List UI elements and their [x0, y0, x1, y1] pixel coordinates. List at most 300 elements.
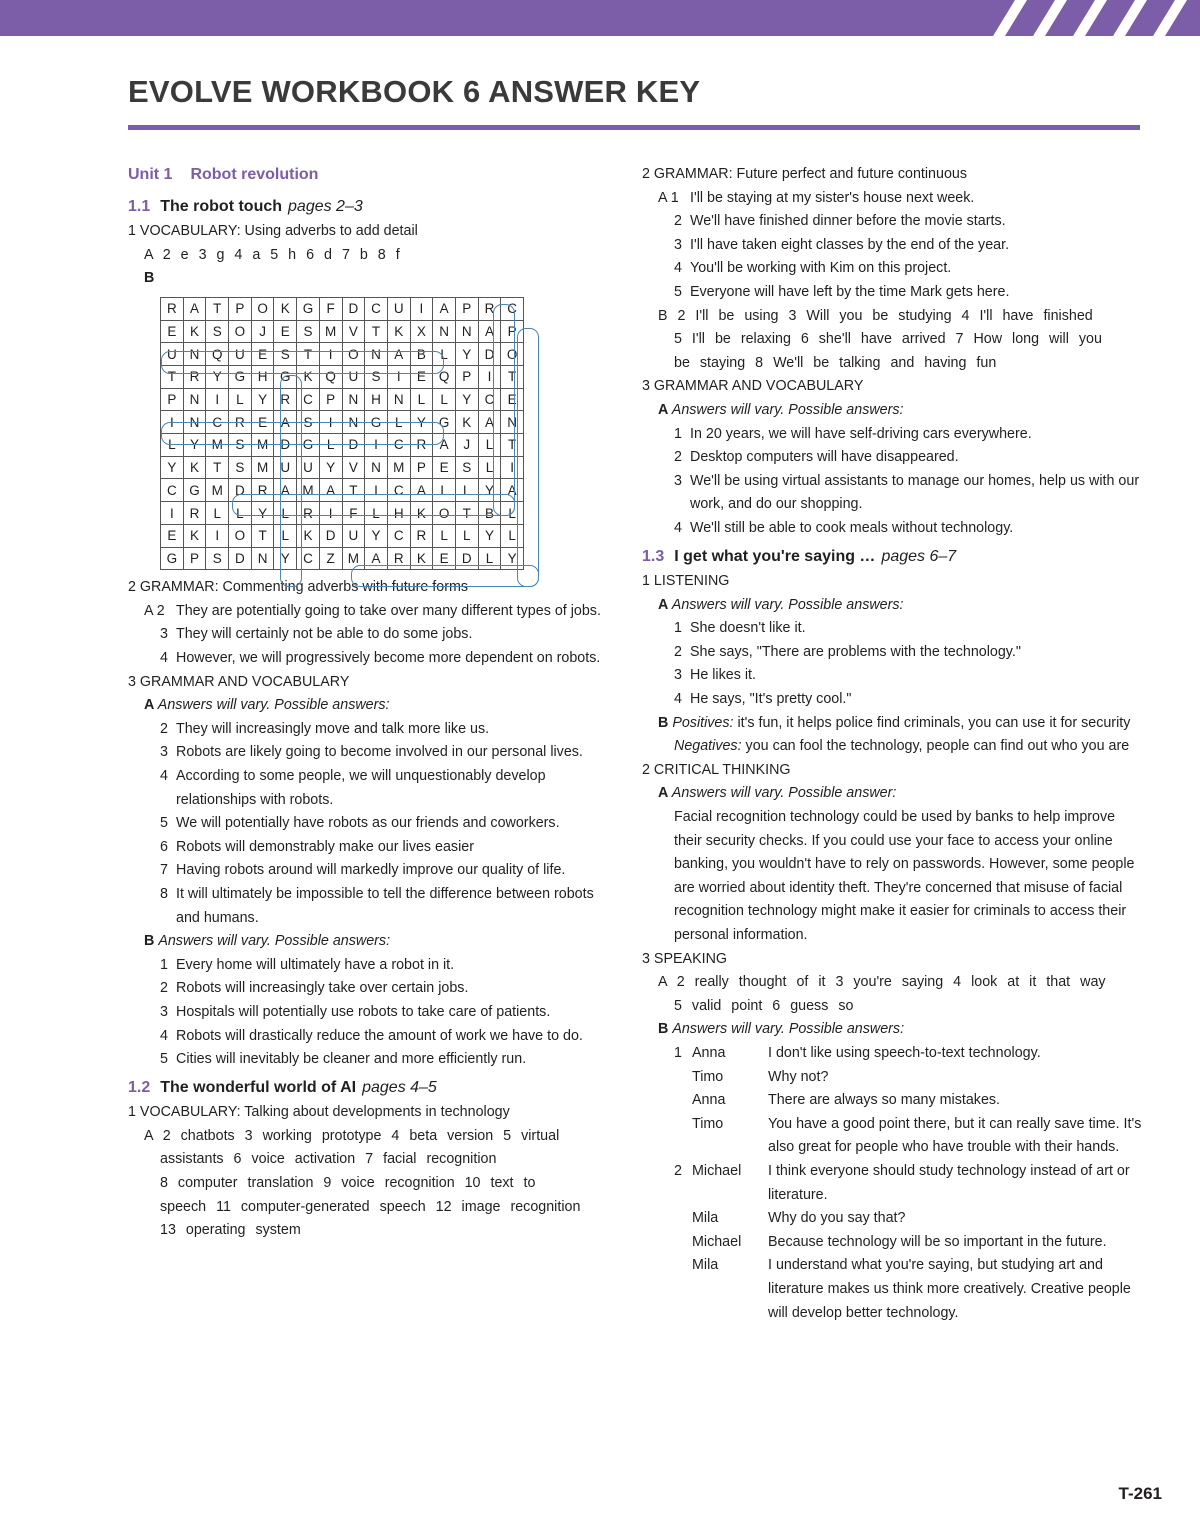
grid-cell: L	[478, 547, 501, 570]
grid-cell: S	[206, 547, 229, 570]
section-number: 1.2	[128, 1078, 151, 1096]
negatives-line	[658, 735, 1142, 759]
grid-cell: S	[455, 456, 478, 479]
answer-number: 4	[160, 650, 168, 666]
grid-cell: U	[342, 366, 365, 389]
grid-row	[161, 366, 524, 389]
grid-cell: I	[478, 366, 501, 389]
grid-cell: Y	[501, 547, 524, 570]
grid-cell: T	[297, 343, 320, 366]
answer-item	[642, 210, 1142, 234]
answer-item	[128, 812, 618, 836]
section-number: 1.3	[642, 547, 665, 565]
grid-cell: D	[274, 434, 297, 457]
grid-cell: M	[387, 456, 410, 479]
negatives-label: Negatives:	[674, 738, 742, 755]
grid-cell: A	[433, 434, 456, 457]
answer-number: 3	[160, 1003, 168, 1020]
grid-cell: G	[433, 411, 456, 434]
answers-vary-note: Answers will vary. Possible answers:	[157, 697, 390, 714]
grid-cell: L	[455, 479, 478, 502]
answer-item	[128, 600, 618, 624]
answer-number: A 1	[658, 189, 679, 206]
grid-cell: P	[183, 547, 206, 570]
speaker-line: I think everyone should study technology instead of art or literature.	[768, 1162, 1130, 1203]
answer-text: Having robots around will markedly improve our quality of life.	[176, 862, 566, 879]
section-number: 1.1	[128, 197, 151, 215]
negatives-text: you can fool the technology, people can find out who you are	[745, 738, 1130, 755]
answers-vary-note: Answers will vary. Possible answers:	[672, 1021, 905, 1038]
grid-cell: C	[297, 547, 320, 570]
answer-number: 5	[160, 1051, 168, 1068]
grid-cell: P	[501, 320, 524, 343]
answer-item	[642, 517, 1142, 541]
grid-cell: N	[455, 320, 478, 343]
answer-item	[642, 664, 1142, 688]
grid-cell: Q	[433, 366, 456, 389]
grid-cell: A	[387, 343, 410, 366]
grid-cell: X	[410, 320, 433, 343]
grid-cell: L	[206, 502, 229, 525]
dialog-line	[674, 1254, 1142, 1325]
grid-cell: G	[365, 411, 388, 434]
grid-cell: K	[183, 456, 206, 479]
grid-cell: K	[297, 366, 320, 389]
grid-cell: L	[229, 502, 252, 525]
grid-cell: L	[433, 388, 456, 411]
answer-text: They will increasingly move and talk more like us.	[176, 720, 490, 737]
grid-row	[161, 547, 524, 570]
grid-row	[161, 411, 524, 434]
grid-cell: C	[387, 434, 410, 457]
grid-cell: K	[183, 320, 206, 343]
grid-cell: C	[297, 388, 320, 411]
grid-cell: D	[229, 547, 252, 570]
part-a: A Answers will vary. Possible answers:	[144, 697, 390, 714]
grid-cell: L	[161, 434, 184, 457]
grid-cell: P	[229, 297, 252, 320]
word-search	[128, 297, 608, 570]
section-pages: pages 2–3	[288, 197, 363, 215]
exercise-heading: 3 GRAMMAR AND VOCABULARY	[642, 378, 864, 395]
grid-cell: C	[365, 297, 388, 320]
grid-cell: Q	[206, 343, 229, 366]
critical-thinking-answer: Facial recognition technology could be used by banks to help improve their security checks. If you could use your face to access your online banking, you wouldn't have to rely on passwords. However, some people are worried about identity theft. They're concerned that misuse of facial recognition technology might make it easier for criminals to access their personal information.	[674, 809, 1135, 943]
grid-cell: A	[274, 411, 297, 434]
left-column	[128, 163, 618, 1243]
grid-cell: K	[455, 411, 478, 434]
grid-cell: N	[251, 547, 274, 570]
grid-cell: Y	[251, 502, 274, 525]
grid-cell: R	[387, 547, 410, 570]
speaker-name: Michael	[692, 1233, 742, 1250]
grid-cell: I	[410, 297, 433, 320]
grid-cell: E	[501, 388, 524, 411]
speaker-name: Anna	[692, 1044, 726, 1061]
grid-cell: Y	[183, 434, 206, 457]
grid-cell: S	[229, 434, 252, 457]
dialog-line	[674, 1042, 1142, 1066]
answer-text: He says, "It's pretty cool."	[690, 691, 852, 708]
grid-cell: T	[501, 366, 524, 389]
answer-text: Everyone will have left by the time Mark gets here.	[690, 283, 1010, 300]
grid-cell: Y	[206, 366, 229, 389]
speaker-line: I don't like using speech-to-text technology.	[768, 1044, 1041, 1061]
part-b: B Answers will vary. Possible answers:	[658, 1021, 905, 1038]
answer-item	[642, 234, 1142, 258]
grid-cell: O	[251, 297, 274, 320]
grid-row	[161, 502, 524, 525]
answer-text: Hospitals will potentially use robots to take care of patients.	[176, 1003, 551, 1020]
answer-item	[642, 641, 1142, 665]
grid-cell: H	[365, 388, 388, 411]
answer-item	[128, 741, 618, 765]
grid-cell: N	[365, 343, 388, 366]
grid-row	[161, 456, 524, 479]
answer-text: In 20 years, we will have self-driving cars everywhere.	[690, 425, 1032, 442]
speaker-line: There are always so many mistakes.	[768, 1092, 1001, 1109]
grid-cell: I	[387, 366, 410, 389]
grid-cell: R	[410, 524, 433, 547]
grid-cell: Y	[455, 388, 478, 411]
speaker-line: Because technology will be so important in the future.	[768, 1233, 1107, 1250]
answer-item	[128, 954, 618, 978]
grid-cell: Y	[251, 388, 274, 411]
grid-cell: L	[501, 502, 524, 525]
grid-cell: T	[206, 456, 229, 479]
grid-cell: M	[251, 434, 274, 457]
answer-text: We will potentially have robots as our friends and coworkers.	[176, 815, 560, 832]
part-b: B Answers will vary. Possible answers:	[144, 933, 391, 950]
grid-cell: E	[161, 524, 184, 547]
grid-cell: N	[183, 343, 206, 366]
grid-cell: P	[410, 456, 433, 479]
grid-cell: Y	[319, 456, 342, 479]
grid-cell: G	[274, 366, 297, 389]
grid-cell: U	[297, 456, 320, 479]
answer-text: Robots will demonstrably make our lives easier	[176, 838, 474, 855]
grid-cell: K	[274, 297, 297, 320]
grid-cell: C	[501, 297, 524, 320]
answer-text: She doesn't like it.	[690, 620, 806, 637]
answer-number: 2	[674, 449, 682, 466]
dialog-line	[674, 1160, 1142, 1207]
answer-line: 5 I'll be relaxing 6 she'll have arrived 7 How long will you	[674, 331, 1102, 348]
answer-line: B 2 I'll be using 3 Will you be studying 4 I'll have finished	[658, 307, 1093, 324]
answer-item	[642, 257, 1142, 281]
grid-row	[161, 297, 524, 320]
answer-item	[128, 859, 618, 883]
answer-text: Cities will inevitably be cleaner and more efficiently run.	[176, 1051, 527, 1068]
grid-cell: O	[342, 343, 365, 366]
answer-number: 2	[160, 720, 168, 737]
grid-cell: L	[433, 343, 456, 366]
answer-text: They are potentially going to take over many different types of jobs.	[176, 602, 601, 619]
answer-item	[642, 446, 1142, 470]
exercise-heading: 1 VOCABULARY: Using adverbs to add detail	[128, 223, 418, 240]
answer-text: We'll still be able to cook meals without technology.	[690, 519, 1014, 536]
grid-cell: C	[161, 479, 184, 502]
answer-line: be staying 8 We'll be talking and having fun	[674, 354, 997, 371]
grid-row	[161, 320, 524, 343]
grid-cell: I	[206, 388, 229, 411]
grid-cell: L	[319, 434, 342, 457]
exercise-heading: 2 CRITICAL THINKING	[642, 761, 791, 778]
answer-text: They will certainly not be able to do some jobs.	[176, 626, 473, 643]
grid-row	[161, 343, 524, 366]
speaker-line: Why do you say that?	[768, 1210, 906, 1227]
grid-cell: M	[342, 547, 365, 570]
section-heading-1-1	[128, 195, 618, 219]
grid-cell: M	[297, 479, 320, 502]
answer-list	[642, 617, 1142, 711]
grid-cell: B	[478, 502, 501, 525]
grid-cell: O	[229, 524, 252, 547]
answer-item	[128, 977, 618, 1001]
dialog-number	[674, 1066, 692, 1090]
grid-cell: R	[183, 502, 206, 525]
grid-cell: I	[501, 456, 524, 479]
answer-line: A 2 really thought of it 3 you're saying 4 look at it that way	[658, 974, 1106, 991]
grid-cell: M	[319, 320, 342, 343]
answer-number: A 2	[144, 602, 165, 619]
answer-number: 2	[674, 643, 682, 660]
answer-text: It will ultimately be impossible to tell the difference between robots and humans.	[176, 885, 594, 926]
answer-item	[128, 647, 618, 671]
part-a: A Answers will vary. Possible answer:	[658, 785, 897, 802]
grid-cell: D	[455, 547, 478, 570]
grid-cell: N	[183, 388, 206, 411]
grid-cell: D	[478, 343, 501, 366]
exercise-heading: 1 VOCABULARY: Talking about developments in technology	[128, 1104, 510, 1121]
section-title: The robot touch	[160, 197, 283, 215]
dialog-number: 2	[674, 1162, 682, 1179]
grid-cell: A	[365, 547, 388, 570]
answer-text: Robots will increasingly take over certain jobs.	[176, 980, 469, 997]
answer-text: You'll be working with Kim on this project.	[690, 260, 952, 277]
grid-cell: L	[274, 502, 297, 525]
grid-cell: R	[161, 297, 184, 320]
answer-list	[642, 423, 1142, 541]
grid-cell: M	[206, 434, 229, 457]
grid-cell: B	[410, 343, 433, 366]
answer-list	[642, 187, 1142, 305]
grid-cell: I	[365, 434, 388, 457]
dialog-line	[674, 1066, 1142, 1090]
grid-cell: T	[342, 479, 365, 502]
answer-number: 1	[674, 425, 682, 442]
part-a: A Answers will vary. Possible answers:	[658, 596, 904, 613]
answer-number: 4	[674, 260, 682, 277]
answer-number: 3	[674, 667, 682, 684]
answer-number: 2	[674, 213, 682, 230]
answer-number: 5	[674, 283, 682, 300]
dialog-2	[642, 1160, 1142, 1325]
answer-item	[128, 1001, 618, 1025]
grid-cell: N	[433, 320, 456, 343]
answer-item	[128, 836, 618, 860]
answer-text: However, we will progressively become more dependent on robots.	[176, 650, 601, 666]
grid-cell: I	[319, 502, 342, 525]
answers-vary-note: Answers will vary. Possible answers:	[671, 596, 904, 613]
dialog-line	[674, 1207, 1142, 1231]
grid-cell: A	[410, 479, 433, 502]
grid-cell: U	[342, 524, 365, 547]
grid-cell: L	[274, 524, 297, 547]
answer-text: We'll have finished dinner before the movie starts.	[690, 213, 1006, 230]
grid-cell: L	[410, 388, 433, 411]
grid-cell: N	[501, 411, 524, 434]
grid-cell: V	[342, 320, 365, 343]
answer-text: Desktop computers will have disappeared.	[690, 449, 959, 466]
grid-cell: D	[319, 524, 342, 547]
grid-cell: I	[319, 411, 342, 434]
grid-cell: L	[501, 524, 524, 547]
grid-cell: U	[274, 456, 297, 479]
grid-cell: Z	[319, 547, 342, 570]
grid-cell: Y	[478, 479, 501, 502]
answer-text: Every home will ultimately have a robot in it.	[176, 956, 455, 973]
grid-cell: K	[387, 320, 410, 343]
grid-cell: C	[387, 524, 410, 547]
grid-cell: G	[297, 434, 320, 457]
grid-cell: N	[387, 388, 410, 411]
grid-cell: G	[161, 547, 184, 570]
grid-cell: A	[478, 320, 501, 343]
speaker-line: Why not?	[768, 1068, 829, 1085]
answer-item	[642, 688, 1142, 712]
grid-cell: T	[251, 524, 274, 547]
answer-number: 3	[674, 472, 682, 489]
grid-cell: L	[478, 456, 501, 479]
grid-cell: O	[501, 343, 524, 366]
answers-vary-note: Answers will vary. Possible answer:	[671, 785, 897, 802]
grid-cell: Q	[319, 366, 342, 389]
grid-cell: R	[297, 502, 320, 525]
answer-number: 8	[160, 885, 168, 902]
title-rule	[128, 125, 1140, 130]
unit-heading	[128, 163, 618, 187]
grid-cell: R	[478, 297, 501, 320]
grid-cell: E	[251, 411, 274, 434]
dialog-line	[674, 1231, 1142, 1255]
unit-title: Robot revolution	[190, 166, 319, 183]
answers-vary-note: Answers will vary. Possible answers:	[158, 933, 391, 950]
answer-item	[128, 1048, 618, 1072]
grid-cell: D	[342, 297, 365, 320]
grid-cell: U	[229, 343, 252, 366]
grid-cell: N	[342, 411, 365, 434]
answer-number: 1	[160, 956, 168, 973]
dialog-number	[674, 1207, 692, 1231]
grid-cell: A	[183, 297, 206, 320]
answer-item	[642, 470, 1142, 517]
answer-list	[642, 305, 1142, 376]
grid-cell: L	[387, 411, 410, 434]
grid-cell: N	[342, 388, 365, 411]
answer-text: He likes it.	[690, 667, 756, 684]
grid-cell: I	[206, 524, 229, 547]
grid-cell: C	[478, 388, 501, 411]
grid-cell: F	[342, 502, 365, 525]
grid-cell: R	[251, 479, 274, 502]
grid-cell: C	[206, 411, 229, 434]
grid-cell: O	[433, 502, 456, 525]
dialog-1	[642, 1042, 1142, 1160]
speaker-name: Mila	[692, 1210, 719, 1227]
grid-cell: G	[183, 479, 206, 502]
grid-cell: S	[365, 366, 388, 389]
grid-cell: K	[183, 524, 206, 547]
answer-list	[128, 600, 618, 671]
grid-row	[161, 524, 524, 547]
grid-cell: Y	[365, 524, 388, 547]
grid-cell: Y	[161, 456, 184, 479]
answer-text: We'll be using virtual assistants to manage our homes, help us with our work, and do our shopping.	[690, 472, 1140, 513]
grid-cell: P	[319, 388, 342, 411]
header-bar	[0, 0, 1200, 36]
answer-number: 4	[674, 691, 682, 708]
grid-cell: A	[433, 297, 456, 320]
section-title: The wonderful world of AI	[160, 1078, 357, 1096]
answer-line: assistants 6 voice activation 7 facial recognition	[160, 1151, 497, 1168]
grid-cell: S	[206, 320, 229, 343]
answer-number: 2	[160, 980, 168, 997]
grid-cell: E	[410, 366, 433, 389]
grid-cell: R	[183, 366, 206, 389]
answer-item	[128, 765, 618, 812]
grid-cell: L	[455, 524, 478, 547]
part-b	[642, 712, 1142, 759]
answer-item	[128, 1025, 618, 1049]
speaker-line: I understand what you're saying, but studying art and literature makes us think more creatively. Creative people will develop better technology.	[768, 1257, 1131, 1321]
grid-cell: T	[501, 434, 524, 457]
grid-cell: L	[433, 524, 456, 547]
grid-cell: O	[229, 320, 252, 343]
grid-cell: K	[297, 524, 320, 547]
answer-line: A 2 e 3 g 4 a 5 h 6 d 7 b 8 f	[144, 246, 400, 263]
grid-cell: Y	[455, 343, 478, 366]
speaker-name: Anna	[692, 1092, 726, 1109]
answer-text: She says, "There are problems with the technology."	[690, 643, 1021, 660]
answer-list	[128, 954, 618, 1072]
grid-cell: I	[365, 479, 388, 502]
section-pages: pages 6–7	[881, 547, 957, 565]
answer-number: 4	[160, 767, 168, 784]
grid-cell: T	[365, 320, 388, 343]
grid-row	[161, 388, 524, 411]
grid-cell: A	[501, 479, 524, 502]
answer-number: 6	[160, 838, 168, 855]
grid-cell: P	[455, 366, 478, 389]
answer-number: 3	[674, 236, 682, 253]
dialog-number	[674, 1231, 692, 1255]
positives-text: it's fun, it helps police find criminals, you can use it for security	[737, 714, 1131, 731]
stripe-decoration	[975, 0, 1200, 36]
answer-text: I'll have taken eight classes by the end of the year.	[690, 236, 1010, 253]
answer-item	[642, 187, 1142, 211]
answer-line: 5 valid point 6 guess so	[674, 997, 854, 1014]
grid-cell: S	[274, 343, 297, 366]
grid-cell: N	[365, 456, 388, 479]
grid-cell: K	[410, 502, 433, 525]
answers-vary-note: Answers will vary. Possible answers:	[671, 401, 904, 418]
grid-cell: D	[342, 434, 365, 457]
dialog-line	[674, 1113, 1142, 1160]
answer-item	[642, 281, 1142, 305]
grid-cell: E	[251, 343, 274, 366]
answer-list	[128, 718, 618, 930]
